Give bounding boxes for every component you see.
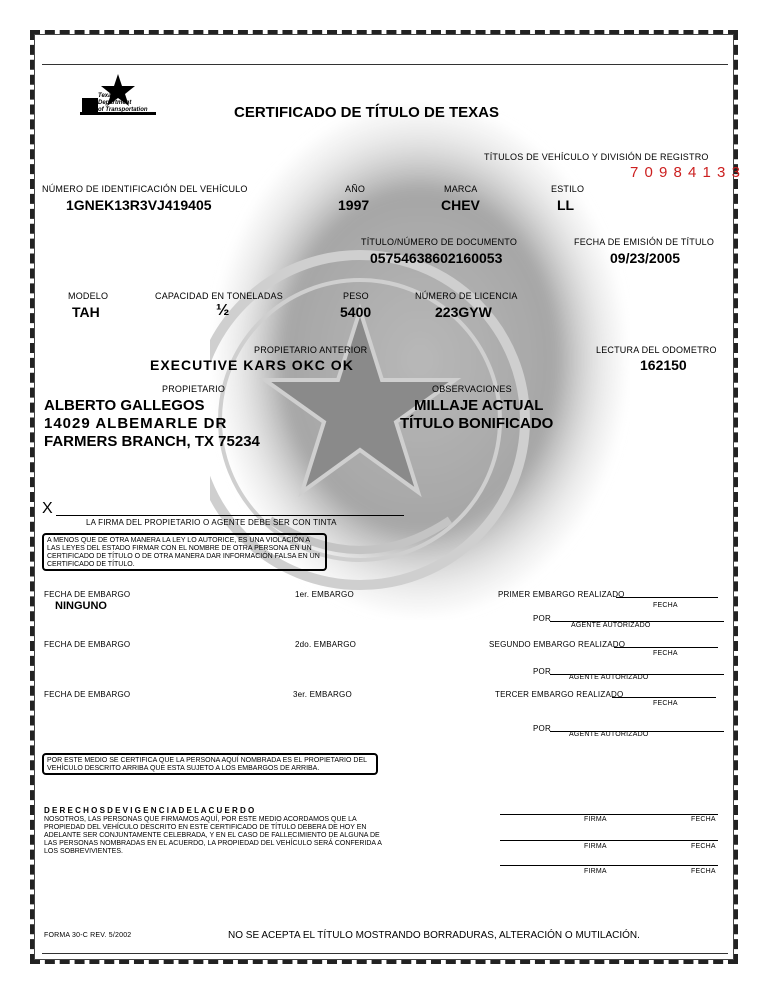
signer3-line[interactable]: [500, 865, 718, 866]
lien3-label: 3er. EMBARGO: [293, 690, 352, 699]
lien3-release-label: TERCER EMBARGO REALIZADO: [495, 690, 624, 699]
year-value: 1997: [338, 197, 370, 213]
registry-label: TÍTULOS DE VEHÍCULO Y DIVISIÓN DE REGISTRO: [484, 152, 709, 162]
capacity-value: ½: [216, 302, 230, 319]
document-title: CERTIFICADO DE TÍTULO DE TEXAS: [234, 104, 500, 121]
signature-caption: LA FIRMA DEL PROPIETARIO O AGENTE DEBE SER CON TINTA: [86, 518, 337, 527]
lien3-release-date-line[interactable]: [612, 697, 716, 698]
vin-label: NÚMERO DE IDENTIFICACIÓN DEL VEHÍCULO: [42, 184, 248, 194]
year-label: AÑO: [345, 184, 366, 194]
signer2-line[interactable]: [500, 840, 718, 841]
signer1-fecha: FECHA: [691, 816, 716, 823]
capacity-label: CAPACIDAD EN TONELADAS: [155, 291, 283, 301]
signer1-firma: FIRMA: [584, 816, 607, 823]
model-label: MODELO: [68, 291, 109, 301]
lien2-label: 2do. EMBARGO: [295, 640, 357, 649]
lien3-por: POR: [533, 724, 551, 733]
owner-name: ALBERTO GALLEGOS: [44, 397, 205, 414]
lien2-fecha: FECHA: [653, 650, 678, 657]
odometer-label: LECTURA DEL ODOMETRO: [596, 345, 717, 355]
vin-value: 1GNEK13R3VJ419405: [66, 197, 212, 213]
signer2-fecha: FECHA: [691, 843, 716, 850]
make-label: MARCA: [444, 184, 478, 194]
plate-label: NÚMERO DE LICENCIA: [415, 291, 518, 301]
lien3-agent: AGENTE AUTORIZADO: [569, 731, 649, 738]
owner-address-line2: FARMERS BRANCH, TX 75234: [44, 433, 260, 450]
survivorship-text: NOSOTROS, LAS PERSONAS QUE FIRMAMOS AQUÍ, POR ESTE MEDIO ACORDAMOS QUE LA PROPIEDAD DEL VEHÍCULO DESCRITO EN ESTE CERTIFICADO DE TÍTULO DEBERA DE HOY EN ADELANTE SER CONJUNTAMENTE CELEBRADA, Y EN EL CASO DE FALLECIMIENTO DE ALGUNA DE LAS PERSONAS NOMBRADAS EN EL ACUERDO, LA PROPIEDAD DEL VEHÍCULO SERÁ CONFERIDA A LOS SOBREVIVIENTES.: [44, 816, 382, 855]
lien2-date-label: FECHA DE EMBARGO: [44, 640, 131, 649]
doc-number-label: TÍTULO/NÚMERO DE DOCUMENTO: [361, 237, 518, 247]
signature-warning-box: [42, 533, 327, 571]
footer-notice: NO SE ACEPTA EL TÍTULO MOSTRANDO BORRADURAS, ALTERACIÓN O MUTILACIÓN.: [228, 930, 640, 941]
lien1-por: POR: [533, 614, 551, 623]
lien1-date-value: NINGUNO: [55, 600, 107, 612]
previous-owner-value: EXECUTIVE KARS OKC OK: [150, 357, 354, 373]
make-value: CHEV: [441, 197, 480, 213]
lien2-agent: AGENTE AUTORIZADO: [569, 674, 649, 681]
form-number: FORMA 30-C REV. 5/2002: [44, 932, 132, 939]
registry-number: 7 0 9 8 4 1 3 3: [630, 164, 741, 181]
lien1-release-label: PRIMER EMBARGO REALIZADO: [498, 590, 625, 599]
signer2-firma: FIRMA: [584, 843, 607, 850]
weight-value: 5400: [340, 304, 372, 320]
signer3-firma: FIRMA: [584, 868, 607, 875]
txdot-logo-text: Texas Department of Transportation: [98, 93, 148, 113]
signature-mark: X: [42, 500, 53, 517]
previous-owner-label: PROPIETARIO ANTERIOR: [254, 345, 368, 355]
lien1-date-label: FECHA DE EMBARGO: [44, 590, 131, 599]
signature-line[interactable]: [56, 515, 404, 516]
lien1-label: 1er. EMBARGO: [295, 590, 354, 599]
lien3-date-label: FECHA DE EMBARGO: [44, 690, 131, 699]
survivorship-title: D E R E C H O S D E V I G E N C I A D E L A C U E R D O: [44, 806, 255, 815]
doc-number-value: 05754638602160053: [370, 250, 503, 266]
certification-text: POR ESTE MEDIO SE CERTIFICA QUE LA PERSONA AQUÍ NOMBRADA ES EL PROPIETARIO DEL VEHÍCULO DESCRITO ARRIBA QUE ESTA SUJETO A LOS EMBARGOS DE ARRIBA.: [47, 757, 367, 772]
signer3-fecha: FECHA: [691, 868, 716, 875]
owner-address-line1: 14029 ALBEMARLE DR: [44, 415, 228, 432]
weight-label: PESO: [343, 291, 369, 301]
lien1-fecha: FECHA: [653, 602, 678, 609]
lien1-release-date-line[interactable]: [616, 597, 718, 598]
owner-label: PROPIETARIO: [162, 384, 226, 394]
signature-warning-text: A MENOS QUE DE OTRA MANERA LA LEY LO AUTORICE, ES UNA VIOLACIÓN A LAS LEYES DEL ESTADO FIRMAR CON EL NOMBRE DE OTRA PERSONA EN UN CERTIFICADO DE TÍTULO O DE OTRA MANERA DAR INFORMACIÓN FALSA EN UN CERTIFICADO DE TÍTULO.: [47, 537, 320, 568]
lien1-agent: AGENTE AUTORIZADO: [571, 622, 651, 629]
model-value: TAH: [72, 304, 100, 320]
remark-bonded-title: TÍTULO BONIFICADO: [400, 415, 554, 432]
issue-date-label: FECHA DE EMISIÓN DE TÍTULO: [574, 237, 715, 247]
style-value: LL: [557, 197, 575, 213]
certification-box: [42, 753, 378, 775]
plate-value: 223GYW: [435, 304, 492, 320]
issue-date-value: 09/23/2005: [610, 250, 681, 266]
signer1-line[interactable]: [500, 814, 718, 815]
style-label: ESTILO: [551, 184, 585, 194]
odometer-value: 162150: [640, 357, 687, 373]
remarks-label: OBSERVACIONES: [432, 384, 512, 394]
lien2-por: POR: [533, 667, 551, 676]
lien2-release-label: SEGUNDO EMBARGO REALIZADO: [489, 640, 626, 649]
remark-current-mileage: MILLAJE ACTUAL: [414, 397, 544, 414]
lien3-fecha: FECHA: [653, 700, 678, 707]
lien2-release-date-line[interactable]: [614, 647, 718, 648]
